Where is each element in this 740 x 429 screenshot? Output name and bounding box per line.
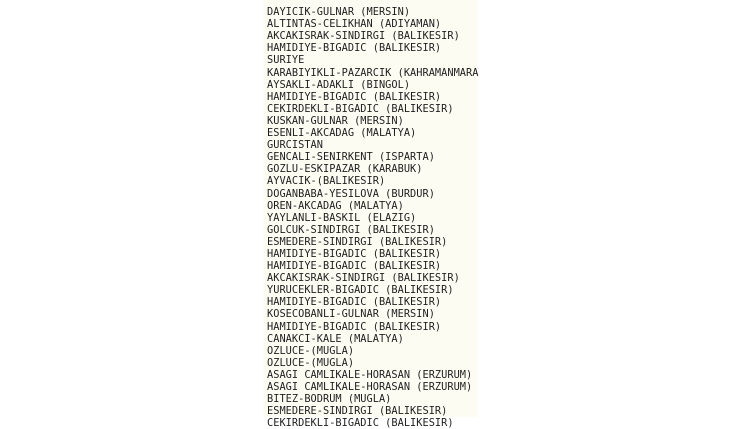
list-item: GOLCUK-SINDIRGI (BALIKESIR) <box>267 223 435 236</box>
list-item: OZLUCE-(MUGLA) <box>267 344 355 357</box>
list-item: GOZLU-ESKIPAZAR (KARABUK) <box>267 163 423 176</box>
list-item: HAMIDIYE-BIGADIC (BALIKESIR) <box>267 247 442 260</box>
list-item: KUSKAN-GULNAR (MERSIN) <box>267 114 404 127</box>
list-item: ESMEDERE-SINDIRGI (BALIKESIR) <box>267 235 448 248</box>
location-list <box>267 0 687 429</box>
list-item: HAMIDIYE-BIGADIC (BALIKESIR) <box>267 42 442 55</box>
list-item: OZLUCE-(MUGLA) <box>267 356 355 369</box>
list-item: BITEZ-BODRUM (MUGLA) <box>267 393 392 406</box>
list-item: AKCAKISRAK-SINDIRGI (BALIKESIR) <box>267 272 460 285</box>
list-item: DAYICIK-GULNAR (MERSIN) <box>267 6 411 19</box>
list-item: YURUCEKLER-BIGADIC (BALIKESIR) <box>267 284 454 297</box>
list-item: KOSECOBANLI-GULNAR (MERSIN) <box>267 308 435 321</box>
list-item: CANAKCI-KALE (MALATYA) <box>267 332 404 345</box>
list-item: KARABIYIKLI-PAZARCIK (KAHRAMANMARA <box>267 66 479 79</box>
list-item: YAYLANLI-BASKIL (ELAZIG) <box>267 211 417 224</box>
list-item: ESMEDERE-SINDIRGI (BALIKESIR) <box>267 405 448 418</box>
list-item: DOGANBABA-YESILOVA (BURDUR) <box>267 187 435 200</box>
list-item: ASAGI CAMLIKALE-HORASAN (ERZURUM) <box>267 381 473 393</box>
list-item: ASAGI CAMLIKALE-HORASAN (ERZURUM) <box>267 368 473 381</box>
list-item: AYVACIK-(BALIKESIR) <box>267 175 386 188</box>
text-column <box>263 0 479 429</box>
list-item: GENCALI-SENIRKENT (ISPARTA) <box>267 151 435 164</box>
list-item: SURIYE <box>267 54 305 67</box>
list-item: OREN-AKCADAG (MALATYA) <box>267 199 404 212</box>
list-item: HAMIDIYE-BIGADIC (BALIKESIR) <box>267 90 442 103</box>
list-item: HAMIDIYE-BIGADIC (BALIKESIR) <box>267 296 442 309</box>
list-item: GURCISTAN <box>267 139 323 152</box>
list-item: AYSAKLI-ADAKLI (BINGOL) <box>267 78 411 91</box>
list-item: ALTINTAS-CELIKHAN (ADIYAMAN) <box>267 18 442 31</box>
list-item: HAMIDIYE-BIGADIC (BALIKESIR) <box>267 320 442 333</box>
list-item: CEKIRDEKLI-BIGADIC (BALIKESIR) <box>267 102 454 115</box>
list-item: CEKIRDEKLI-BIGADIC (BALIKESIR) <box>267 417 454 429</box>
list-item: ESENLI-AKCADAG (MALATYA) <box>267 127 417 140</box>
list-item: HAMIDIYE-BIGADIC (BALIKESIR) <box>267 260 442 273</box>
list-item: AKCAKISRAK-SINDIRGI (BALIKESIR) <box>267 30 460 43</box>
